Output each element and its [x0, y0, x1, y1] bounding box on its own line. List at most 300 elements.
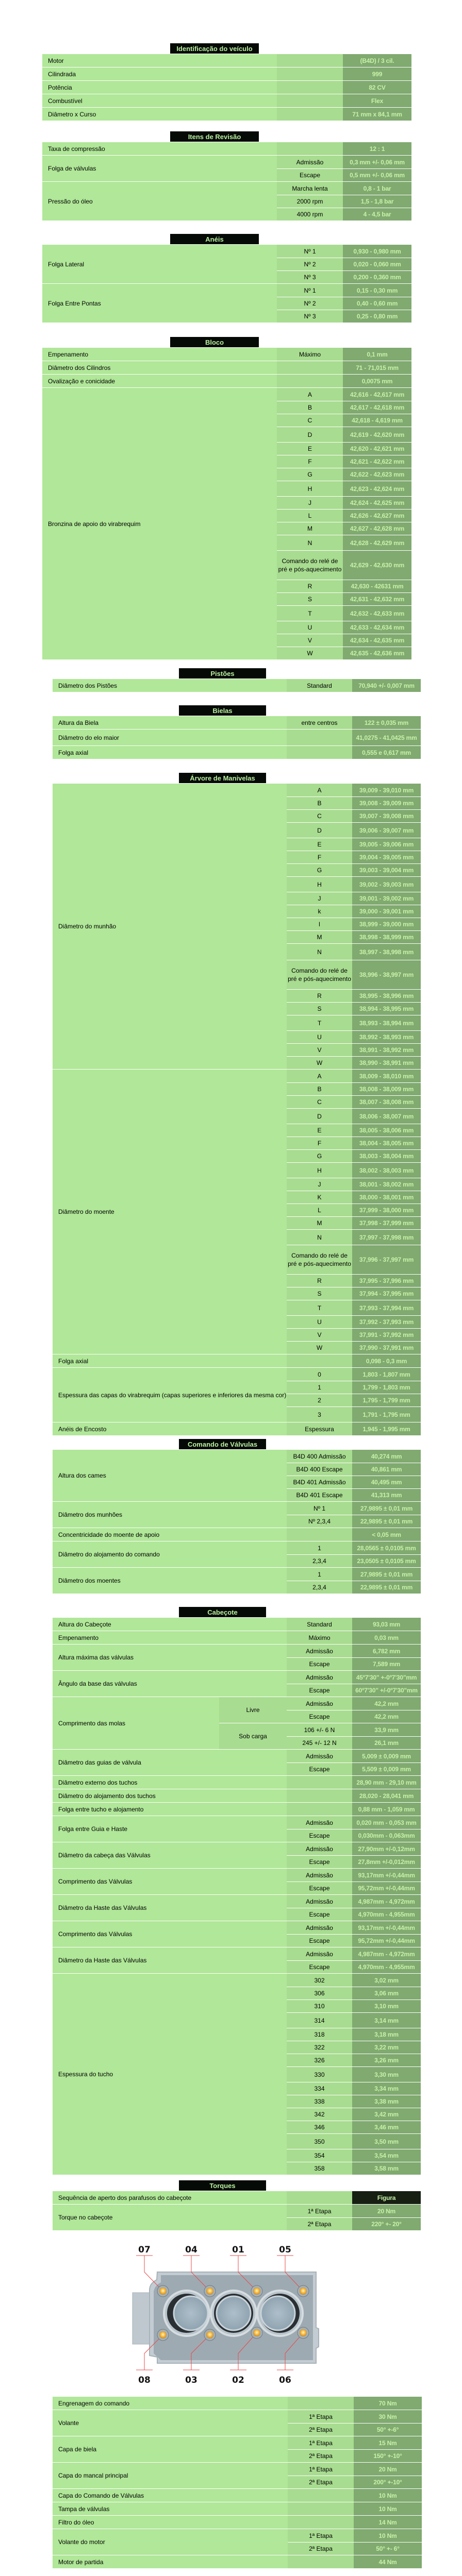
- spec-sub-label: [288, 2397, 354, 2410]
- spec-sub-list: [288, 2529, 422, 2555]
- spec-row: [53, 1973, 421, 2175]
- spec-row: [53, 679, 421, 692]
- spec-sub-row: [287, 784, 421, 796]
- spec-row: [53, 1775, 421, 1789]
- spec-sub-label: 245 +/- 12 N: [287, 1737, 352, 1749]
- spec-sub-row: [287, 1216, 421, 1229]
- spec-label: Diâmetro externo dos tuchos: [53, 1776, 287, 1789]
- spec-sub-row: [277, 621, 411, 634]
- spec-sub-label: V: [287, 1044, 352, 1056]
- spec-value: 22,9895 ± 0,01 mm: [352, 1515, 421, 1528]
- spec-row: [53, 1367, 421, 1422]
- spec-sub-row: [287, 1541, 421, 1554]
- spec-value: 15 Nm: [354, 2436, 422, 2449]
- spec-sub-row: [287, 1921, 421, 1934]
- spec-sub-list: [287, 1723, 421, 1749]
- spec-sub-row: [287, 851, 421, 863]
- spec-sub-label: [277, 94, 343, 107]
- spec-sub-row: [287, 876, 421, 892]
- spec-row: [53, 784, 421, 1069]
- spec-label: Motor de partida: [53, 2555, 288, 2568]
- spec-label: Bronzina de apoio do virabrequim: [42, 388, 277, 659]
- spec-sub-label: U: [287, 1031, 352, 1043]
- spec-value: 42,2 mm: [352, 1697, 421, 1710]
- spec-value: 4,987mm - 4,972mm: [352, 1895, 421, 1908]
- bolt-label: 02: [232, 2375, 244, 2385]
- section-heading: Bloco: [170, 337, 259, 347]
- spec-value: 10 Nm: [354, 2529, 422, 2542]
- spec-sub-label: 314: [287, 2013, 352, 2028]
- spec-sub-row: [287, 679, 421, 692]
- spec-sub-row: [277, 388, 411, 401]
- spec-value: 37,996 - 37,997 mm: [352, 1245, 421, 1274]
- spec-table: [53, 679, 421, 692]
- spec-row: [53, 1802, 421, 1816]
- spec-row: [42, 181, 411, 221]
- spec-label: Altura da Biela: [53, 716, 287, 729]
- spec-sub-label: 1: [287, 1568, 352, 1581]
- spec-value: 42,627 - 42,628 mm: [343, 522, 411, 535]
- spec-sub-label: 302: [287, 1974, 352, 1987]
- spec-row: [53, 2204, 421, 2230]
- spec-sub-list: [288, 2410, 422, 2436]
- spec-label: Tampa de válvulas: [53, 2502, 288, 2515]
- spec-label: Empenamento: [53, 1631, 287, 1644]
- spec-value: 10 Nm: [354, 2502, 422, 2515]
- spec-table: [53, 1450, 421, 1594]
- spec-label: Altura dos cames: [53, 1450, 287, 1501]
- spec-value: 150° +-10°: [354, 2450, 422, 2462]
- spec-value: < 0,05 mm: [352, 1528, 421, 1541]
- spec-label: Cilindrada: [42, 67, 277, 80]
- spec-table: [42, 54, 411, 121]
- spec-sub-row: [287, 1671, 421, 1684]
- spec-label: Diâmetro dos moentes: [53, 1568, 287, 1594]
- spec-row: [53, 745, 421, 759]
- spec-sub-row: [287, 2028, 421, 2041]
- spec-label: Folga entre tucho e alojamento: [53, 1803, 287, 1816]
- section-heading: Torques: [179, 2180, 266, 2191]
- spec-value: 1,799 - 1,803 mm: [352, 1381, 421, 1394]
- spec-sub-label: U: [287, 1316, 352, 1328]
- spec-row: [53, 2397, 422, 2410]
- spec-sub-row: [277, 375, 411, 387]
- spec-sub-label: B4D 401 Escape: [287, 1489, 352, 1501]
- spec-sub-label: Nº 3: [277, 310, 343, 323]
- bolt-icon: [300, 2287, 307, 2295]
- spec-value: 22,9895 ± 0,01 mm: [352, 1581, 421, 1594]
- spec-value: 39,008 - 39,009 mm: [352, 797, 421, 809]
- spec-value: 38,004 - 38,005 mm: [352, 1137, 421, 1149]
- section-heading: Árvore de Manivelas: [179, 773, 266, 783]
- spec-sub-row: [287, 2012, 421, 2028]
- spec-sub-row: [288, 2397, 422, 2410]
- spec-sub-row: [287, 1488, 421, 1501]
- spec-sub-row: [287, 989, 421, 1002]
- spec-sub-label: 310: [287, 2000, 352, 2012]
- spec-sub-row: [287, 2162, 421, 2175]
- spec-sub-row: [277, 401, 411, 414]
- spec-value: 70,940 +/- 0,007 mm: [352, 679, 421, 692]
- spec-sub-row: [287, 1070, 421, 1082]
- spec-value: 200° +-10°: [354, 2476, 422, 2488]
- torque-table: [53, 2397, 422, 2568]
- spec-value: 37,991 - 37,992 mm: [352, 1329, 421, 1341]
- spec-value: 1,5 - 1,8 bar: [343, 195, 411, 208]
- spec-sub-row: [277, 81, 411, 94]
- spec-row: [53, 2529, 422, 2555]
- spec-sub-row: [287, 1895, 421, 1908]
- spec-sub-list: [287, 1450, 421, 1501]
- spec-sub-list: [287, 1671, 421, 1697]
- spec-sub-row: [287, 1515, 421, 1528]
- spec-sub-label: B4D 401 Admissão: [287, 1476, 352, 1488]
- spec-sub-row: [288, 2423, 422, 2436]
- spec-sub-row: [277, 284, 411, 297]
- spec-row: [53, 716, 421, 729]
- spec-sub-row: [287, 1082, 421, 1095]
- spec-table: [53, 784, 421, 1435]
- spec-label: Espessura das capas do virabrequim (capas superiores e inferiores da mesma cor): [53, 1368, 287, 1422]
- spec-value: 0,098 - 0,3 mm: [352, 1354, 421, 1367]
- spec-sub-row: [287, 730, 421, 745]
- spec-sub-label: [277, 67, 343, 80]
- spec-label: Folga axial: [53, 1354, 287, 1367]
- spec-sub-row: [277, 427, 411, 442]
- spec-sub-row: [287, 1341, 421, 1354]
- spec-value: Flex: [343, 94, 411, 107]
- spec-value: 33,9 mm: [352, 1723, 421, 1736]
- spec-sub-label: R: [287, 990, 352, 1002]
- spec-sub-label: 1: [287, 1381, 352, 1394]
- spec-sub-label: [287, 1803, 352, 1816]
- spec-value: 37,994 - 37,995 mm: [352, 1287, 421, 1300]
- spec-sub-row: [287, 1002, 421, 1015]
- spec-sub-row: [287, 1245, 421, 1274]
- spec-sub-row: [287, 1816, 421, 1829]
- spec-sub-row: [287, 1274, 421, 1287]
- spec-row: [42, 155, 411, 181]
- spec-sub-row: [287, 1394, 421, 1406]
- spec-row: [53, 2191, 421, 2204]
- spec-label: Diâmetro x Curso: [42, 108, 277, 121]
- spec-sub-row: [277, 647, 411, 659]
- spec-sub-label: 1ª Etapa: [288, 2436, 354, 2449]
- spec-sub-label: Standard: [287, 1618, 352, 1631]
- spec-sub-label: V: [287, 1329, 352, 1341]
- spec-value: 38,991 - 38,992 mm: [352, 1044, 421, 1056]
- spec-sub-list: [288, 2397, 422, 2410]
- spec-row: [42, 142, 411, 155]
- spec-sub-row: [277, 442, 411, 455]
- spec-value: 4,970mm - 4,955mm: [352, 1908, 421, 1921]
- spec-sub-label: L: [277, 510, 343, 522]
- spec-sub-list: [288, 2555, 422, 2568]
- spec-value: 39,009 - 39,010 mm: [352, 784, 421, 796]
- spec-sub-label: K: [287, 1191, 352, 1204]
- spec-sub-label: [288, 2502, 354, 2515]
- spec-sub-list: [287, 1368, 421, 1422]
- spec-value: 12 : 1: [343, 142, 411, 155]
- spec-sub-row: [287, 892, 421, 905]
- spec-sub-list: [288, 2516, 422, 2529]
- section-heading: Itens de Revisão: [170, 131, 259, 142]
- spec-sub-list: [288, 2489, 422, 2502]
- spec-sub-list: [288, 2502, 422, 2515]
- spec-value: 0,1 mm: [343, 348, 411, 361]
- spec-sub-row: [277, 361, 411, 374]
- spec-sub-row: [277, 67, 411, 80]
- spec-sub-label: T: [277, 606, 343, 621]
- spec-value: 39,005 - 39,006 mm: [352, 838, 421, 851]
- spec-label: Comprimento das Válvulas: [53, 1869, 287, 1894]
- bolt-label: 05: [279, 2245, 291, 2255]
- spec-value: 0,03 mm: [352, 1631, 421, 1644]
- spec-value: 3,06 mm: [352, 1987, 421, 1999]
- spec-group: [219, 1723, 421, 1749]
- spec-value: 93,03 mm: [352, 1618, 421, 1631]
- spec-label: Comprimento das molas: [53, 1697, 219, 1749]
- piston-crown: [261, 2296, 295, 2330]
- spec-sub-label: W: [287, 1342, 352, 1354]
- spec-sub-label: M: [287, 931, 352, 943]
- spec-row: [53, 1450, 421, 1501]
- spec-sub-label: [288, 2555, 354, 2568]
- spec-sub-label: E: [277, 443, 343, 455]
- spec-label: Potência: [42, 81, 277, 94]
- spec-sub-label: Admissão: [287, 1842, 352, 1855]
- spec-row: [53, 1069, 421, 1354]
- spec-sub-row: [287, 1287, 421, 1300]
- spec-value: 0,15 - 0,30 mm: [343, 284, 411, 297]
- spec-sub-row: [277, 270, 411, 283]
- spec-value: 42,616 - 42,617 mm: [343, 388, 411, 401]
- spec-sub-label: G: [287, 864, 352, 876]
- spec-sub-row: [277, 522, 411, 535]
- spec-value: 20 Nm: [354, 2463, 422, 2476]
- spec-value: 38,997 - 38,998 mm: [352, 944, 421, 960]
- spec-sub-label: 106 +/- 6 N: [287, 1723, 352, 1736]
- spec-value: 4,970mm - 4,955mm: [352, 1961, 421, 1973]
- spec-sub-row: [277, 182, 411, 195]
- spec-value: 42,629 - 42,630 mm: [343, 551, 411, 580]
- spec-label: Diâmetro das guias de válvula: [53, 1750, 287, 1775]
- spec-value: 999: [343, 67, 411, 80]
- spec-sub-row: [287, 943, 421, 960]
- spec-label: Folga Lateral: [42, 245, 277, 283]
- spec-sub-label: Máximo: [277, 348, 343, 361]
- spec-sub-label: Standard: [287, 679, 352, 692]
- spec-label: Diâmetro do elo maior: [53, 730, 287, 745]
- spec-sub-label: N: [287, 1230, 352, 1245]
- spec-sub-label: [277, 361, 343, 374]
- spec-sub-list: [287, 1947, 421, 1973]
- spec-sub-label: S: [287, 1003, 352, 1015]
- spec-value: 38,001 - 38,002 mm: [352, 1178, 421, 1191]
- spec-sub-row: [287, 2191, 421, 2204]
- spec-value: 38,998 - 38,999 mm: [352, 931, 421, 943]
- spec-sub-row: [277, 550, 411, 580]
- spec-value: 50° +- 6°: [354, 2543, 422, 2555]
- spec-sub-label: F: [287, 1137, 352, 1149]
- spec-label: Diâmetro dos Cilindros: [42, 361, 277, 374]
- spec-sub-row: [287, 1684, 421, 1697]
- spec-sub-label: Escape: [287, 1908, 352, 1921]
- spec-value: 0,930 - 0,980 mm: [343, 245, 411, 258]
- spec-sub-label: T: [287, 1015, 352, 1030]
- spec-value: 38,992 - 38,993 mm: [352, 1031, 421, 1043]
- spec-value: 0,40 - 0,60 mm: [343, 297, 411, 310]
- spec-value: 45º7'30" +-0º7'30"mm: [352, 1671, 421, 1684]
- spec-sub-label: H: [287, 1163, 352, 1178]
- spec-sub-row: [287, 1300, 421, 1315]
- spec-sub-label: B4D 400 Admissão: [287, 1450, 352, 1463]
- spec-sub-list: [287, 679, 421, 692]
- spec-row: [42, 348, 411, 361]
- spec-sub-label: entre centros: [287, 716, 352, 729]
- spec-sub-row: [277, 509, 411, 522]
- spec-sub-label: B4D 400 Escape: [287, 1463, 352, 1476]
- bolt-icon: [253, 2329, 260, 2336]
- spec-value: 38,996 - 38,997 mm: [352, 960, 421, 989]
- spec-row: [53, 1422, 421, 1435]
- spec-sub-row: [287, 863, 421, 876]
- spec-label: Altura máxima das válvulas: [53, 1645, 287, 1670]
- spec-sub-label: 2,3,4: [287, 1581, 352, 1594]
- spec-sub-row: [287, 1328, 421, 1341]
- spec-sub-row: [277, 168, 411, 181]
- spec-value: 44 Nm: [354, 2555, 422, 2568]
- spec-value: 42,619 - 42,620 mm: [343, 427, 411, 442]
- spec-sub-label: B: [277, 401, 343, 414]
- spec-sub-list: [277, 156, 411, 181]
- spec-sub-row: [287, 1987, 421, 1999]
- spec-row: [53, 2515, 422, 2529]
- spec-row: [53, 1894, 421, 1921]
- spec-value: 0,3 mm +/- 0,06 mm: [343, 156, 411, 168]
- head-side-tab: [133, 2293, 151, 2344]
- spec-sub-row: [287, 1191, 421, 1204]
- spec-row: [53, 1567, 421, 1594]
- spec-value: 7,589 mm: [352, 1658, 421, 1670]
- spec-sub-label: [277, 108, 343, 121]
- spec-value: 42,630 - 42631 mm: [343, 580, 411, 592]
- spec-sub-label: G: [287, 1150, 352, 1162]
- spec-value: 0,020 mm - 0,053 mm: [352, 1816, 421, 1829]
- spec-sub-label: A: [287, 1070, 352, 1082]
- spec-sub-label: Admissão: [287, 1816, 352, 1829]
- spec-label: Folga Entre Pontas: [42, 284, 277, 323]
- spec-value: 60º7'30" +/-0º7'30"mm: [352, 1684, 421, 1697]
- spec-label: Concentricidade do moente de apoio: [53, 1528, 287, 1541]
- spec-row: [53, 2436, 422, 2462]
- spec-value: 42,617 - 42,618 mm: [343, 401, 411, 414]
- spec-label: Folga de válvulas: [42, 156, 277, 181]
- spec-row: [53, 1631, 421, 1644]
- spec-value: 50° +-6°: [354, 2424, 422, 2436]
- spec-label: Engrenagem do comando: [53, 2397, 288, 2410]
- spec-sub-label: W: [287, 1057, 352, 1069]
- spec-sub-label: Escape: [287, 1658, 352, 1670]
- spec-sub-row: [287, 809, 421, 822]
- spec-sub-label: Admissão: [287, 1750, 352, 1762]
- spec-sub-row: [277, 348, 411, 361]
- spec-sub-label: Nº 3: [277, 271, 343, 283]
- spec-value: 95,72mm +/-0,44mm: [352, 1882, 421, 1894]
- spec-sub-row: [287, 1450, 421, 1463]
- bolt-label: 06: [279, 2375, 291, 2385]
- spec-sub-row: [277, 156, 411, 168]
- spec-sub-label: 306: [287, 1987, 352, 1999]
- spec-table: [53, 716, 421, 759]
- spec-sub-label: Nº 2: [277, 297, 343, 310]
- spec-sub-label: A: [277, 388, 343, 401]
- spec-sub-list: [277, 361, 411, 374]
- spec-row: [53, 2502, 422, 2515]
- spec-label: Diâmetro dos munhões: [53, 1502, 287, 1528]
- spec-label: Sequência de aperto dos parafusos do cabeçote: [53, 2191, 287, 2204]
- spec-row: [53, 2555, 422, 2568]
- spec-sub-label: Comando do relé de pré e pós-aquecimento: [277, 551, 343, 580]
- spec-label: Diâmetro do munhão: [53, 784, 287, 1069]
- spec-sub-list: [287, 1789, 421, 1802]
- spec-label: Ovalização e conicidade: [42, 375, 277, 387]
- spec-value: 1,945 - 1,995 mm: [352, 1422, 421, 1435]
- spec-label: Taxa de compressão: [42, 142, 277, 155]
- spec-value: 0,25 - 0,80 mm: [343, 310, 411, 323]
- spec-label: Motor: [42, 54, 277, 67]
- spec-sub-row: [287, 838, 421, 851]
- spec-sub-label: Nº 2: [277, 258, 343, 270]
- spec-sub-list: [287, 1974, 421, 2175]
- spec-value: 38,007 - 38,008 mm: [352, 1096, 421, 1108]
- spec-sub-label: U: [277, 621, 343, 634]
- spec-value: 0,88 mm - 1,059 mm: [352, 1803, 421, 1816]
- spec-sub-row: [288, 2436, 422, 2449]
- spec-value: 42,621 - 42,622 mm: [343, 455, 411, 468]
- spec-value: 23,0505 ± 0,0105 mm: [352, 1555, 421, 1567]
- spec-sub-row: [287, 1657, 421, 1670]
- spec-sub-label: 2ª Etapa: [288, 2424, 354, 2436]
- spec-sub-list: [287, 1422, 421, 1435]
- spec-value: 1,791 - 1,795 mm: [352, 1407, 421, 1422]
- spec-value: 38,008 - 38,009 mm: [352, 1083, 421, 1095]
- spec-value: 38,000 - 38,001 mm: [352, 1191, 421, 1204]
- spec-sub-list: [287, 1750, 421, 1775]
- spec-label: Diâmetro do alojamento dos tuchos: [53, 1789, 287, 1802]
- spec-sub-label: 338: [287, 2095, 352, 2108]
- spec-sub-label: V: [277, 634, 343, 647]
- spec-sub-label: Escape: [287, 1961, 352, 1973]
- spec-sub-label: [277, 54, 343, 67]
- spec-row: [53, 1697, 421, 1749]
- spec-value: 42,620 - 42,621 mm: [343, 443, 411, 455]
- spec-sub-row: [287, 918, 421, 930]
- spec-table: [53, 2191, 421, 2230]
- spec-sub-label: C: [277, 414, 343, 427]
- spec-sub-row: [287, 1137, 421, 1149]
- spec-value: 37,999 - 38,000 mm: [352, 1204, 421, 1216]
- spec-sub-label: [287, 1776, 352, 1789]
- spec-sub-row: [287, 716, 421, 729]
- spec-sub-label: [288, 2516, 354, 2529]
- spec-value: 5,009 ± 0,009 mm: [352, 1750, 421, 1762]
- spec-sub-row: [277, 592, 411, 605]
- spec-sub-row: [287, 1368, 421, 1381]
- spec-sub-list: [287, 1869, 421, 1894]
- spec-sub-row: [287, 1204, 421, 1216]
- spec-value: 27,8mm +/-0,012mm: [352, 1856, 421, 1868]
